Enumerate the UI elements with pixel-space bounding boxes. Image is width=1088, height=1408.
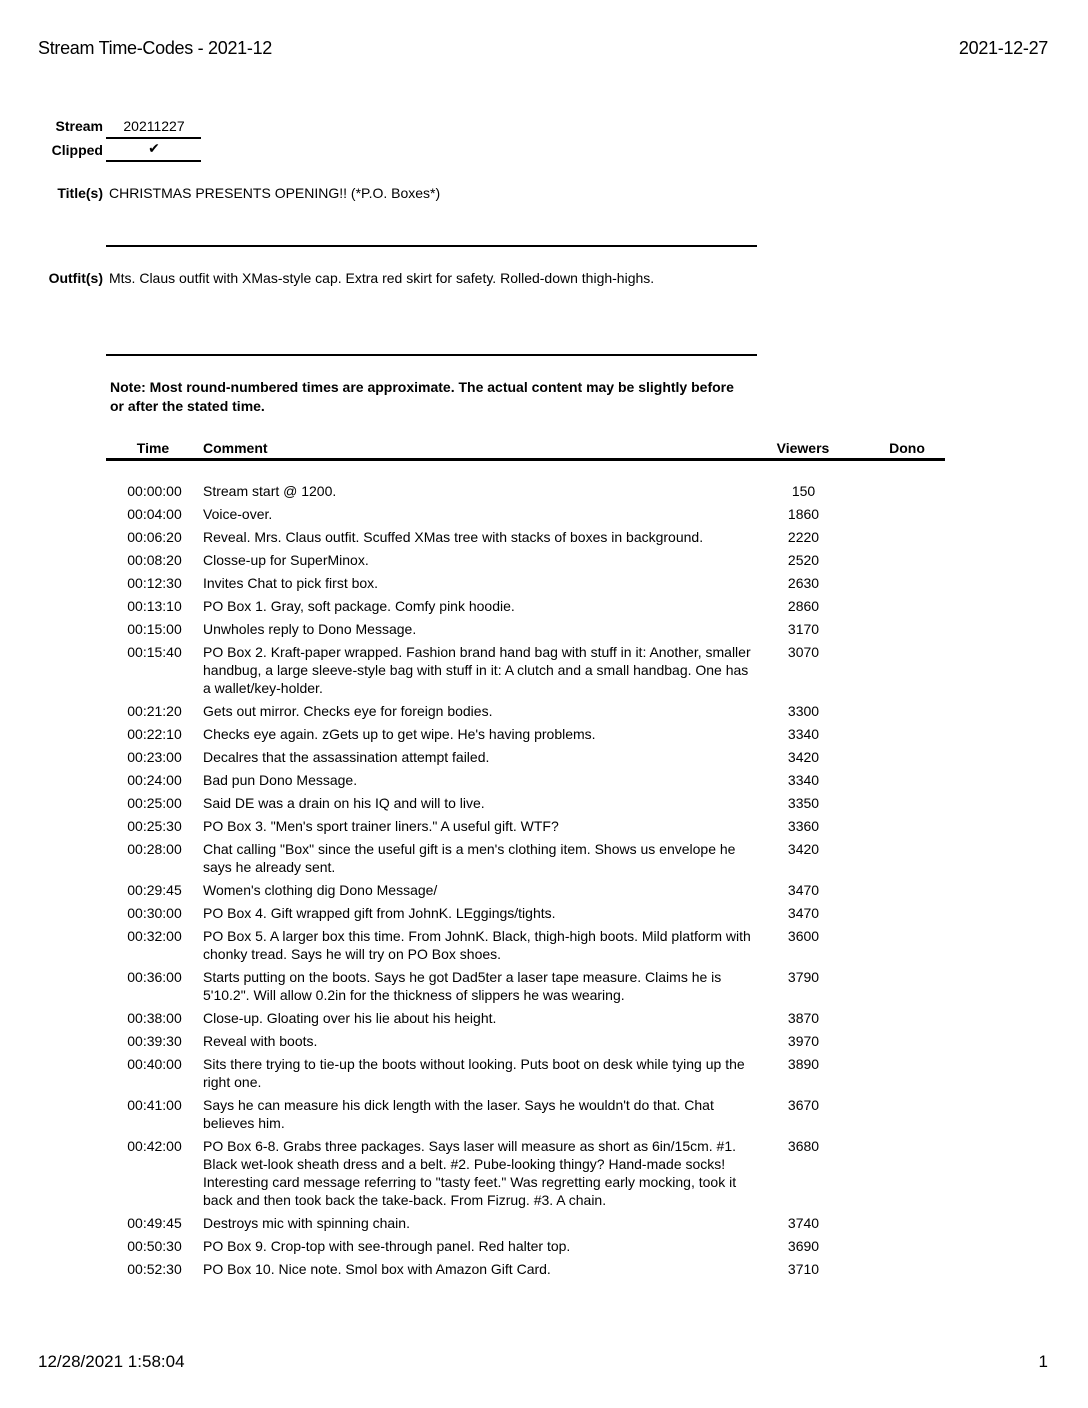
table-row bbox=[106, 1214, 946, 1232]
table-row bbox=[106, 597, 946, 615]
row-viewers: 3170 bbox=[787, 621, 820, 637]
row-dono bbox=[848, 702, 946, 720]
row-viewers: 3360 bbox=[787, 818, 820, 834]
row-dono bbox=[848, 794, 946, 812]
row-dono bbox=[848, 881, 946, 899]
document-title: Stream Time-Codes - 2021-12 bbox=[38, 38, 273, 58]
row-dono bbox=[848, 1214, 946, 1232]
row-comment: Checks eye again. zGets up to get wipe. He's having problems. bbox=[203, 726, 596, 742]
row-time: 00:41:00 bbox=[127, 1097, 182, 1113]
titles-underline bbox=[106, 245, 757, 247]
row-viewers: 2630 bbox=[787, 575, 820, 591]
table-row bbox=[106, 551, 946, 569]
row-time: 00:49:45 bbox=[127, 1215, 182, 1231]
row-comment: PO Box 4. Gift wrapped gift from JohnK. LEggings/tights. bbox=[203, 905, 556, 921]
table-row bbox=[106, 1055, 946, 1091]
table-row bbox=[106, 968, 946, 1004]
row-viewers: 3870 bbox=[787, 1010, 820, 1026]
row-viewers: 3740 bbox=[787, 1215, 820, 1231]
table-row bbox=[106, 840, 946, 876]
row-dono bbox=[848, 725, 946, 743]
table-row bbox=[106, 1260, 946, 1278]
row-viewers: 3670 bbox=[787, 1097, 820, 1113]
row-dono bbox=[848, 528, 946, 546]
approximate-times-note: Note: Most round-numbered times are approximate. The actual content may be slightly before or after the stated time. bbox=[110, 379, 734, 414]
row-comment: PO Box 2. Kraft-paper wrapped. Fashion brand hand bag with stuff in it: Another, smaller handbug, a large sleeve-style bag with stuff in it: A clutch and a small handbag. One has a wallet/key-holder. bbox=[203, 644, 751, 696]
row-viewers: 3970 bbox=[787, 1033, 820, 1049]
titles-label: Title(s) bbox=[57, 185, 103, 201]
row-time: 00:15:40 bbox=[127, 644, 182, 660]
row-time: 00:52:30 bbox=[127, 1261, 182, 1277]
table-row bbox=[106, 748, 946, 766]
document-date: 2021-12-27 bbox=[958, 38, 1048, 58]
row-comment: Decalres that the assassination attempt failed. bbox=[203, 749, 490, 765]
table-row bbox=[106, 620, 946, 638]
row-viewers: 3470 bbox=[787, 882, 820, 898]
row-time: 00:04:00 bbox=[127, 506, 182, 522]
outfits-value: Mts. Claus outfit with XMas-style cap. Extra red skirt for safety. Rolled-down thigh-highs. bbox=[109, 270, 655, 286]
table-row bbox=[106, 881, 946, 899]
row-time: 00:24:00 bbox=[127, 772, 182, 788]
outfits-label: Outfit(s) bbox=[48, 270, 103, 286]
row-viewers: 3420 bbox=[787, 749, 820, 765]
row-comment: Bad pun Dono Message. bbox=[203, 772, 358, 788]
row-time: 00:38:00 bbox=[127, 1010, 182, 1026]
table-row bbox=[106, 1096, 946, 1132]
row-viewers: 3300 bbox=[787, 703, 820, 719]
row-comment: PO Box 5. A larger box this time. From JohnK. Black, thigh-high boots. Mild platform with chonky tread. Says he will try on PO Box shoes. bbox=[203, 928, 751, 962]
titles-value: CHRISTMAS PRESENTS OPENING!! (*P.O. Boxes*) bbox=[109, 185, 441, 201]
row-dono bbox=[848, 643, 946, 697]
row-comment: PO Box 9. Crop-top with see-through panel. Red halter top. bbox=[203, 1238, 571, 1254]
outfits-underline bbox=[106, 354, 757, 356]
row-time: 00:15:00 bbox=[127, 621, 182, 637]
row-comment: PO Box 3. "Men's sport trainer liners." A useful gift. WTF? bbox=[203, 818, 559, 834]
row-dono bbox=[848, 817, 946, 835]
row-comment: PO Box 1. Gray, soft package. Comfy pink hoodie. bbox=[203, 598, 515, 614]
row-time: 00:25:00 bbox=[127, 795, 182, 811]
table-row bbox=[106, 505, 946, 523]
table-row bbox=[106, 528, 946, 546]
row-dono bbox=[848, 748, 946, 766]
column-header-time: Time bbox=[136, 440, 170, 456]
row-dono bbox=[848, 597, 946, 615]
print-timestamp: 12/28/2021 1:58:04 bbox=[38, 1352, 185, 1371]
row-viewers: 3790 bbox=[787, 969, 820, 985]
row-dono bbox=[848, 968, 946, 1004]
row-dono bbox=[848, 551, 946, 569]
row-comment: PO Box 10. Nice note. Smol box with Amazon Gift Card. bbox=[203, 1261, 551, 1277]
row-comment: Sits there trying to tie-up the boots without looking. Puts boot on desk while tying up the right one. bbox=[203, 1056, 745, 1090]
row-dono bbox=[848, 927, 946, 963]
table-row bbox=[106, 771, 946, 789]
table-row bbox=[106, 1237, 946, 1255]
row-dono bbox=[848, 840, 946, 876]
row-comment: Stream start @ 1200. bbox=[203, 483, 337, 499]
row-comment: PO Box 6-8. Grabs three packages. Says laser will measure as short as 6in/15cm. #1. Black wet-look sheath dress and a belt. #2. Pube-looking thingy? Hand-made socks! Interesting card message referring to "tasty feet." Was regretting early mocking, took it back and then took back the take-back. From Fizrug. #3. A chain. bbox=[203, 1138, 737, 1208]
row-dono bbox=[848, 1260, 946, 1278]
row-time: 00:29:45 bbox=[127, 882, 182, 898]
row-comment: Chat calling "Box" since the useful gift is a men's clothing item. Shows us envelope he says he already sent. bbox=[203, 841, 736, 875]
row-time: 00:00:00 bbox=[127, 483, 182, 499]
row-comment: Voice-over. bbox=[203, 506, 273, 522]
row-time: 00:28:00 bbox=[127, 841, 182, 857]
table-row bbox=[106, 794, 946, 812]
row-time: 00:36:00 bbox=[127, 969, 182, 985]
table-row bbox=[106, 702, 946, 720]
row-time: 00:40:00 bbox=[127, 1056, 182, 1072]
row-comment: Destroys mic with spinning chain. bbox=[203, 1215, 410, 1231]
row-comment: Women's clothing dig Dono Message/ bbox=[203, 882, 438, 898]
row-comment: Reveal. Mrs. Claus outfit. Scuffed XMas tree with stacks of boxes in background. bbox=[203, 529, 704, 545]
row-time: 00:06:20 bbox=[127, 529, 182, 545]
table-row bbox=[106, 1137, 946, 1209]
row-dono bbox=[848, 620, 946, 638]
row-time: 00:12:30 bbox=[127, 575, 182, 591]
row-dono bbox=[848, 1032, 946, 1050]
row-dono bbox=[848, 1237, 946, 1255]
stream-label: Stream bbox=[55, 118, 103, 134]
row-time: 00:30:00 bbox=[127, 905, 182, 921]
row-comment: Unwholes reply to Dono Message. bbox=[203, 621, 417, 637]
row-dono bbox=[848, 904, 946, 922]
row-time: 00:25:30 bbox=[127, 818, 182, 834]
row-dono bbox=[848, 574, 946, 592]
row-viewers: 3710 bbox=[787, 1261, 820, 1277]
row-comment: Close-up. Gloating over his lie about his height. bbox=[203, 1010, 497, 1026]
row-dono bbox=[848, 1096, 946, 1132]
table-row bbox=[106, 574, 946, 592]
row-time: 00:39:30 bbox=[127, 1033, 182, 1049]
row-viewers: 3420 bbox=[787, 841, 820, 857]
row-viewers: 2860 bbox=[787, 598, 820, 614]
row-viewers: 3340 bbox=[787, 726, 820, 742]
row-time: 00:32:00 bbox=[127, 928, 182, 944]
row-dono bbox=[848, 1009, 946, 1027]
row-viewers: 3690 bbox=[787, 1238, 820, 1254]
row-viewers: 2220 bbox=[787, 529, 820, 545]
page-number: 1 bbox=[1038, 1352, 1048, 1371]
row-comment: Reveal with boots. bbox=[203, 1033, 318, 1049]
stream-underline bbox=[106, 137, 201, 139]
stream-value: 20211227 bbox=[123, 118, 185, 134]
row-time: 00:50:30 bbox=[127, 1238, 182, 1254]
row-comment: Starts putting on the boots. Says he got Dad5ter a laser tape measure. Claims he is 5'10.2". Will allow 0.2in for the thickness of slippers he was wearing. bbox=[203, 969, 722, 1003]
row-comment: Said DE was a drain on his IQ and will to live. bbox=[203, 795, 485, 811]
row-viewers: 3070 bbox=[787, 644, 820, 660]
row-dono bbox=[848, 1137, 946, 1209]
clipped-underline bbox=[106, 160, 201, 162]
column-header-dono: Dono bbox=[889, 440, 925, 456]
row-comment: Gets out mirror. Checks eye for foreign bodies. bbox=[203, 703, 493, 719]
row-viewers: 3470 bbox=[787, 905, 820, 921]
row-dono bbox=[848, 1055, 946, 1091]
table-row bbox=[106, 904, 946, 922]
row-time: 00:21:20 bbox=[127, 703, 182, 719]
row-viewers: 3350 bbox=[787, 795, 820, 811]
table-row bbox=[106, 817, 946, 835]
table-row bbox=[106, 1032, 946, 1050]
row-time: 00:22:10 bbox=[127, 726, 182, 742]
clipped-label: Clipped bbox=[51, 142, 103, 158]
row-time: 00:08:20 bbox=[127, 552, 182, 568]
row-comment: Closse-up for SuperMinox. bbox=[203, 552, 369, 568]
row-viewers: 3340 bbox=[787, 772, 820, 788]
row-dono bbox=[848, 771, 946, 789]
table-row bbox=[106, 643, 946, 697]
timecode-table-body bbox=[106, 482, 946, 1283]
row-viewers: 2520 bbox=[787, 552, 820, 568]
row-comment: Invites Chat to pick first box. bbox=[203, 575, 379, 591]
row-viewers: 3680 bbox=[787, 1138, 820, 1154]
table-row bbox=[106, 725, 946, 743]
table-header-rule bbox=[106, 458, 945, 461]
row-viewers: 3890 bbox=[787, 1056, 820, 1072]
row-viewers: 150 bbox=[791, 483, 816, 499]
row-comment: Says he can measure his dick length with the laser. Says he wouldn't do that. Chat believes him. bbox=[203, 1097, 714, 1131]
row-dono bbox=[848, 505, 946, 523]
column-header-viewers: Viewers bbox=[776, 440, 830, 456]
clipped-checkmark: ✔ bbox=[148, 141, 160, 157]
table-row bbox=[106, 1009, 946, 1027]
table-row bbox=[106, 482, 946, 500]
row-time: 00:42:00 bbox=[127, 1138, 182, 1154]
row-time: 00:23:00 bbox=[127, 749, 182, 765]
row-time: 00:13:10 bbox=[127, 598, 182, 614]
row-viewers: 3600 bbox=[787, 928, 820, 944]
table-row bbox=[106, 927, 946, 963]
column-header-comment: Comment bbox=[203, 440, 268, 456]
row-dono bbox=[848, 482, 946, 500]
row-viewers: 1860 bbox=[787, 506, 820, 522]
